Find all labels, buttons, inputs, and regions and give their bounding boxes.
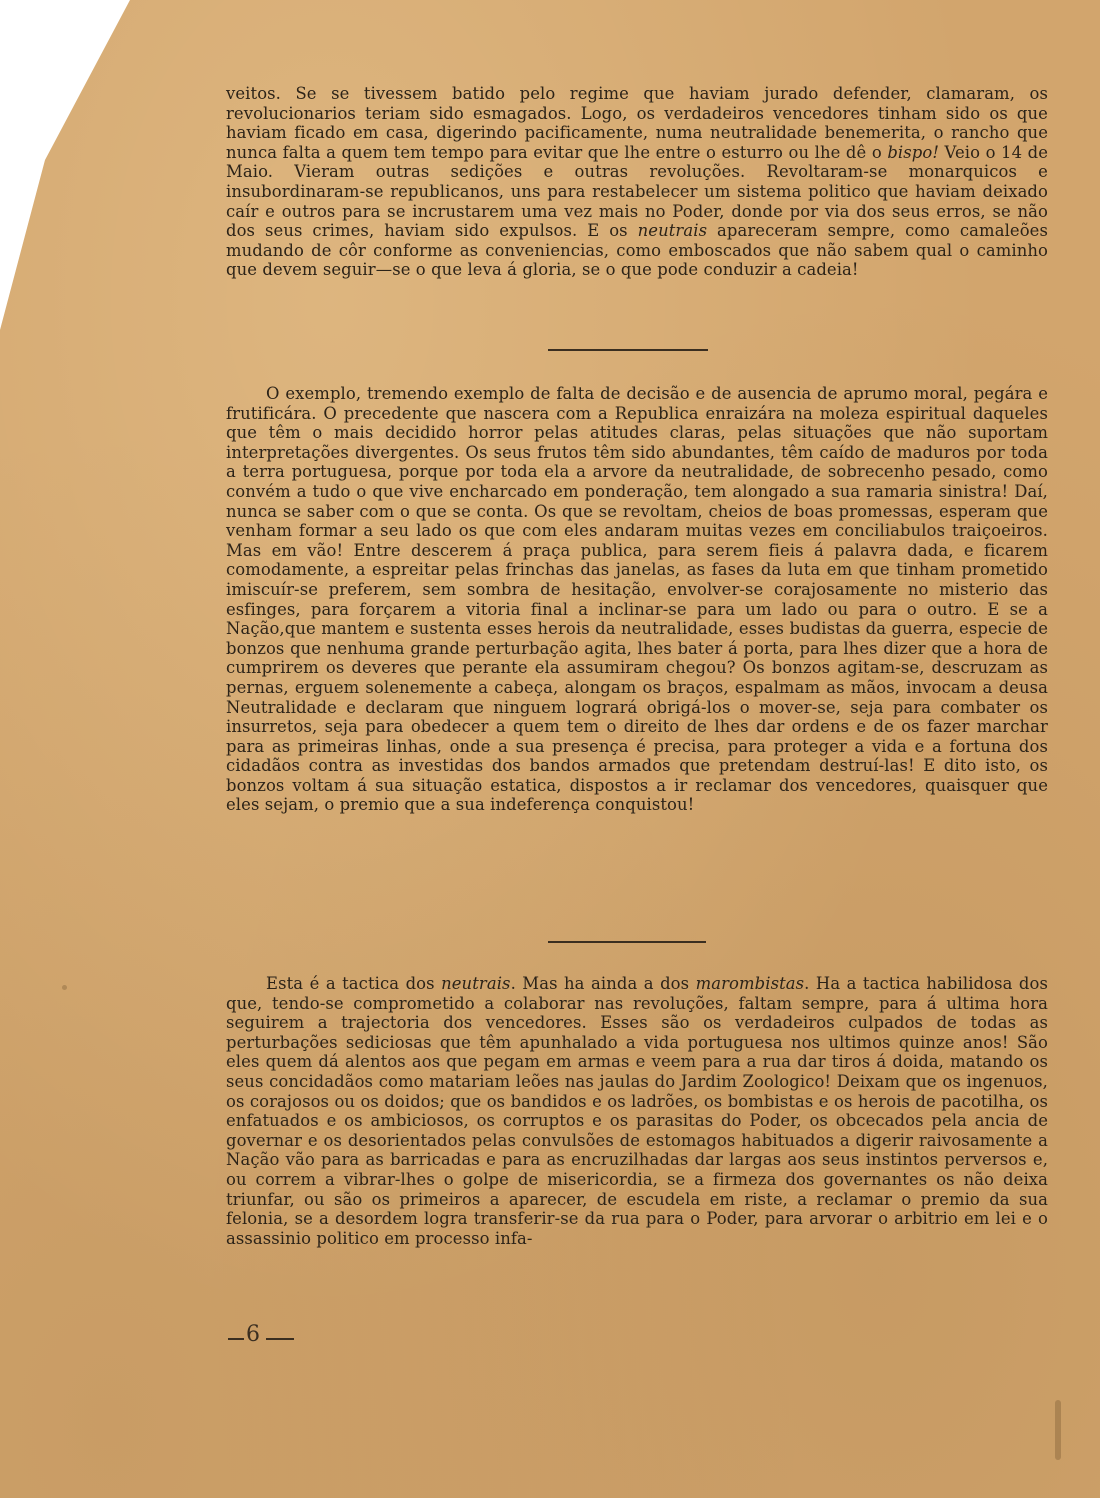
text-run: veitos. Se se tivessem batido pelo regime que haviam jurado defender, clamaram, os revolucionarios teriam sido esmagados. Logo, os verdadeiros vencedores tinham sido os que haviam ficado em casa, digerindo pacificamente, numa neutralidade benemerita, o rancho que nunca falta a quem tem tempo para evitar que lhe entre o esturro ou lhe dê o (226, 84, 1048, 162)
italic-text-run: neutrais (637, 221, 708, 241)
paragraph-1 (226, 84, 1048, 280)
paragraph-text (226, 974, 1048, 1248)
paper-stain (62, 985, 67, 990)
paragraph-text (226, 384, 1048, 815)
section-divider (548, 349, 708, 351)
page-number: 6 (246, 1322, 260, 1347)
paragraph-text (226, 84, 1048, 280)
section-divider (548, 941, 706, 943)
page-number-dash-right (266, 1338, 294, 1340)
italic-text-run: marombistas (695, 974, 805, 993)
italic-text-run: neutrais (441, 974, 511, 993)
text-run: Veio o 14 de Maio. Vieram outras sedições e outras revoluções. Revoltaram-se monarquicos e insubordinaram-se republicanos, uns para restabelecer um sistema politico que haviam deixado caír e outros para se incrustarem uma vez mais no Poder, donde por via dos seus erros, se não dos seus crimes, haviam sido expulsos. E os (226, 142, 1049, 241)
italic-text-run: bispo! (887, 142, 940, 162)
paragraph-2 (226, 384, 1048, 815)
text-run: Esta é a tactica dos (266, 974, 442, 993)
paper-stain (1055, 1400, 1061, 1460)
paragraph-3 (226, 974, 1048, 1248)
page-number-dash-left (228, 1338, 244, 1340)
text-run: . Mas ha ainda a dos (510, 974, 696, 993)
text-run: O exemplo, tremendo exemplo de falta de decisão e de ausencia de aprumo moral, pegára e frutificára. O precedente que nascera com a Republica enraizára na moleza espiritual daqueles que têm o mais decidido horror pelas atitudes claras, pelas situações que não suportam interpretações divergentes. Os seus frutos têm sido abundantes, têm caído de maduros por toda a terra portuguesa, porque por toda ela a arvore da neutralidade, de sobrecenho pesado, como convém a tudo o que vive encharcado em ponderação, tem alongado a sua ramaria sinistra! Daí, nunca se saber com o que se conta. Os que se revoltam, cheios de boas promessas, esperam que venham formar a seu lado os que com eles andaram muitas vezes em conciliabulos traiçoeiros. Mas em vão! Entre descerem á praça publica, para serem fieis á palavra dada, e ficarem comodamente, a espreitar pelas frinchas das janelas, as fases da luta em que tinham prometido imiscuír-se preferem, sem sombra de hesitação, envolver-se corajosamente no misterio das esfinges, para forçarem a vitoria final a inclinar-se para um lado ou para o outro. E se a Nação,que mantem e sustenta esses herois da neutralidade, esses budistas da guerra, especie de bonzos que nenhuma grande perturbação agita, lhes bater á porta, para lhes dizer que a hora de cumprirem os deveres que perante ela assumiram chegou? Os bonzos agitam-se, descruzam as pernas, erguem solenemente a cabeça, alongam os braços, espalmam as mãos, invocam a deusa Neutralidade e declaram que ninguem logrará obrigá-los o mover-se, seja para combater os insurretos, seja para obedecer a quem tem o direito de lhes dar ordens e de os fazer marchar para as primeiras linhas, onde a sua presença é precisa, para proteger a vida e a fortuna dos cidadãos contra as investidas dos bandos armados que pretendam destruí-las! E dito isto, os bonzos voltam á sua situação estatica, dispostos a ir reclamar dos vencedores, quaisquer que eles sejam, o premio que a sua indeferença conquistou! (226, 384, 1048, 815)
text-run: . Ha a tactica habilidosa dos que, tendo-se comprometido a colaborar nas revoluções, faltam sempre, para á ultima hora seguirem a trajectoria dos vencedores. Esses são os verdadeiros culpados de todas as perturbações sediciosas que têm apunhalado a vida portuguesa nos ultimos quinze anos! São eles quem dá alentos aos que pegam em armas e veem para a rua dar tiros á doida, matando os seus concidadãos como matariam leões nas jaulas do Jardim Zoologico! Deixam que os ingenuos, os corajosos ou os doidos; que os bandidos e os ladrões, os bombistas e os herois de pacotilha, os enfatuados e os ambiciosos, os corruptos e os parasitas do Poder, os obcecados pela ancia de governar e os desorientados pelas convulsões de estomagos habituados a digerir raivosamente a Nação vão para as barricadas e para as encruzilhadas dar largas aos seus instintos perversos e, ou correm a vibrar-lhes o golpe de misericordia, se a firmeza dos governantes os não deixa triunfar, ou são os primeiros a aparecer, de escudela em riste, a reclamar o premio da sua felonia, se a desordem logra transferir-se da rua para o Poder, para arvorar o arbitrio em lei e o assassinio politico em processo infa- (226, 974, 1048, 1248)
text-run: apareceram sempre, como camaleões mudando de côr conforme as conveniencias, como emboscados que não sabem qual o caminho que devem seguir—se o que leva á gloria, se o que pode conduzir a cadeia! (226, 221, 1048, 280)
